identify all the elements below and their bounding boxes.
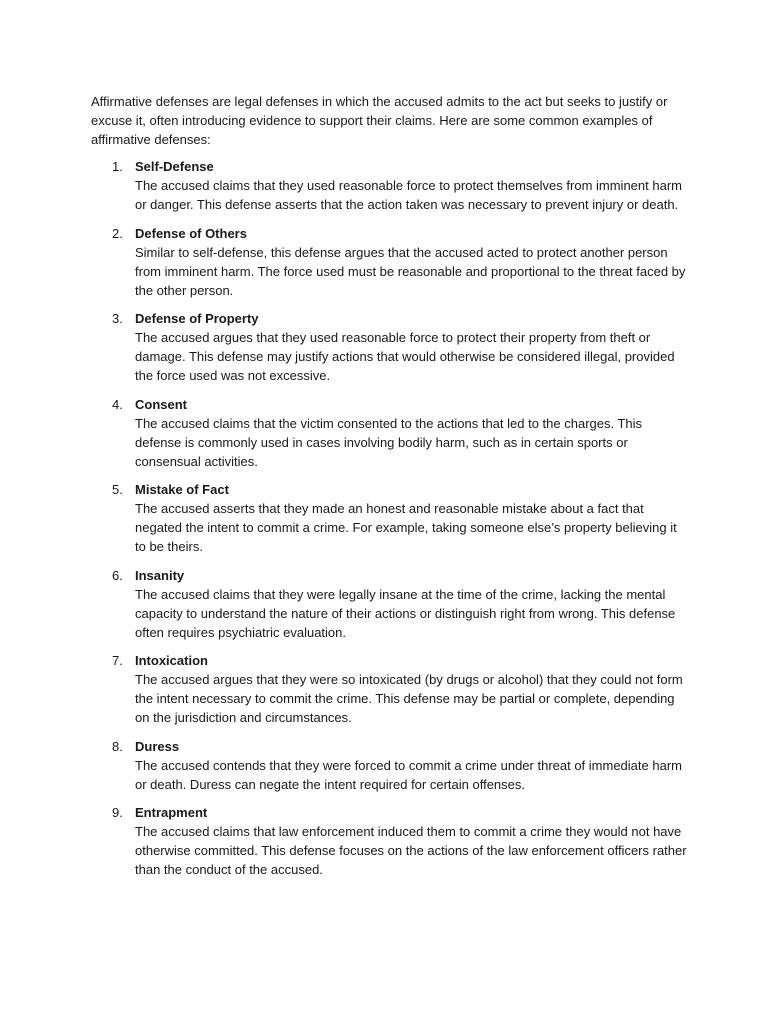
item-description: The accused claims that they used reasonable force to protect themselves from imminent harm or danger. This defense asserts that the action taken was necessary to prevent injury or death. bbox=[135, 178, 682, 212]
list-item bbox=[91, 157, 691, 214]
item-number: 1. bbox=[112, 159, 123, 174]
list-item bbox=[91, 480, 691, 556]
item-title: Entrapment bbox=[135, 805, 208, 820]
item-number: 6. bbox=[112, 567, 123, 583]
item-description: The accused asserts that they made an honest and reasonable mistake about a fact that negated the intent to commit a crime. For example, taking someone else’s property believing it to be theirs. bbox=[135, 501, 677, 554]
list-item bbox=[91, 737, 691, 794]
item-title: Mistake of Fact bbox=[135, 482, 229, 497]
item-description: The accused claims that law enforcement induced them to commit a crime they would not have otherwise committed. This defense focuses on the actions of the law enforcement officers rather than the conduct of the accused. bbox=[135, 824, 687, 877]
item-number: 8. bbox=[112, 738, 123, 754]
item-number: 2. bbox=[112, 225, 123, 241]
item-description: The accused claims that they were legally insane at the time of the crime, lacking the mental capacity to understand the nature of their actions or distinguish right from wrong. This defense often requires psychiatric evaluation. bbox=[135, 586, 676, 640]
list-item bbox=[91, 309, 691, 385]
list-item bbox=[91, 395, 691, 471]
item-description: Similar to self-defense, this defense argues that the accused acted to protect another person from imminent harm. The force used must be reasonable and proportional to the threat faced by the other person. bbox=[135, 244, 686, 298]
item-title: Consent bbox=[135, 396, 187, 412]
item-number: 5. bbox=[112, 482, 123, 497]
item-description: The accused claims that the victim consented to the actions that led to the charges. This defense is commonly used in cases involving bodily harm, such as in certain sports or consensual activities. bbox=[135, 415, 643, 469]
item-title: Defense of Others bbox=[135, 225, 247, 241]
item-title: Intoxication bbox=[135, 653, 208, 668]
document-page bbox=[91, 92, 691, 889]
list-item bbox=[91, 566, 691, 642]
list-item bbox=[91, 803, 691, 879]
intro-paragraph: Affirmative defenses are legal defenses in which the accused admits to the act but seeks to justify or excuse it, often introducing evidence to support their claims. Here are some common examples of affirmative defenses: bbox=[91, 94, 668, 147]
item-number: 3. bbox=[112, 311, 123, 326]
item-title: Self-Defense bbox=[135, 159, 214, 174]
defense-list bbox=[91, 157, 691, 879]
item-description: The accused argues that they were so intoxicated (by drugs or alcohol) that they could not form the intent necessary to commit the crime. This defense may be partial or complete, depending on the jurisdiction and circumstances. bbox=[135, 672, 683, 725]
item-title: Insanity bbox=[135, 567, 185, 583]
list-item bbox=[91, 224, 691, 300]
item-number: 4. bbox=[112, 396, 123, 412]
item-description: The accused argues that they used reasonable force to protect their property from theft or damage. This defense may justify actions that would otherwise be considered illegal, provided the force used was not excessive. bbox=[135, 330, 675, 383]
item-title: Defense of Property bbox=[135, 311, 259, 326]
item-number: 9. bbox=[112, 805, 123, 820]
item-title: Duress bbox=[135, 738, 180, 754]
list-item bbox=[91, 651, 691, 727]
item-description: The accused contends that they were forced to commit a crime under threat of immediate harm or death. Duress can negate the intent required for certain offenses. bbox=[135, 757, 682, 792]
item-number: 7. bbox=[112, 653, 123, 668]
